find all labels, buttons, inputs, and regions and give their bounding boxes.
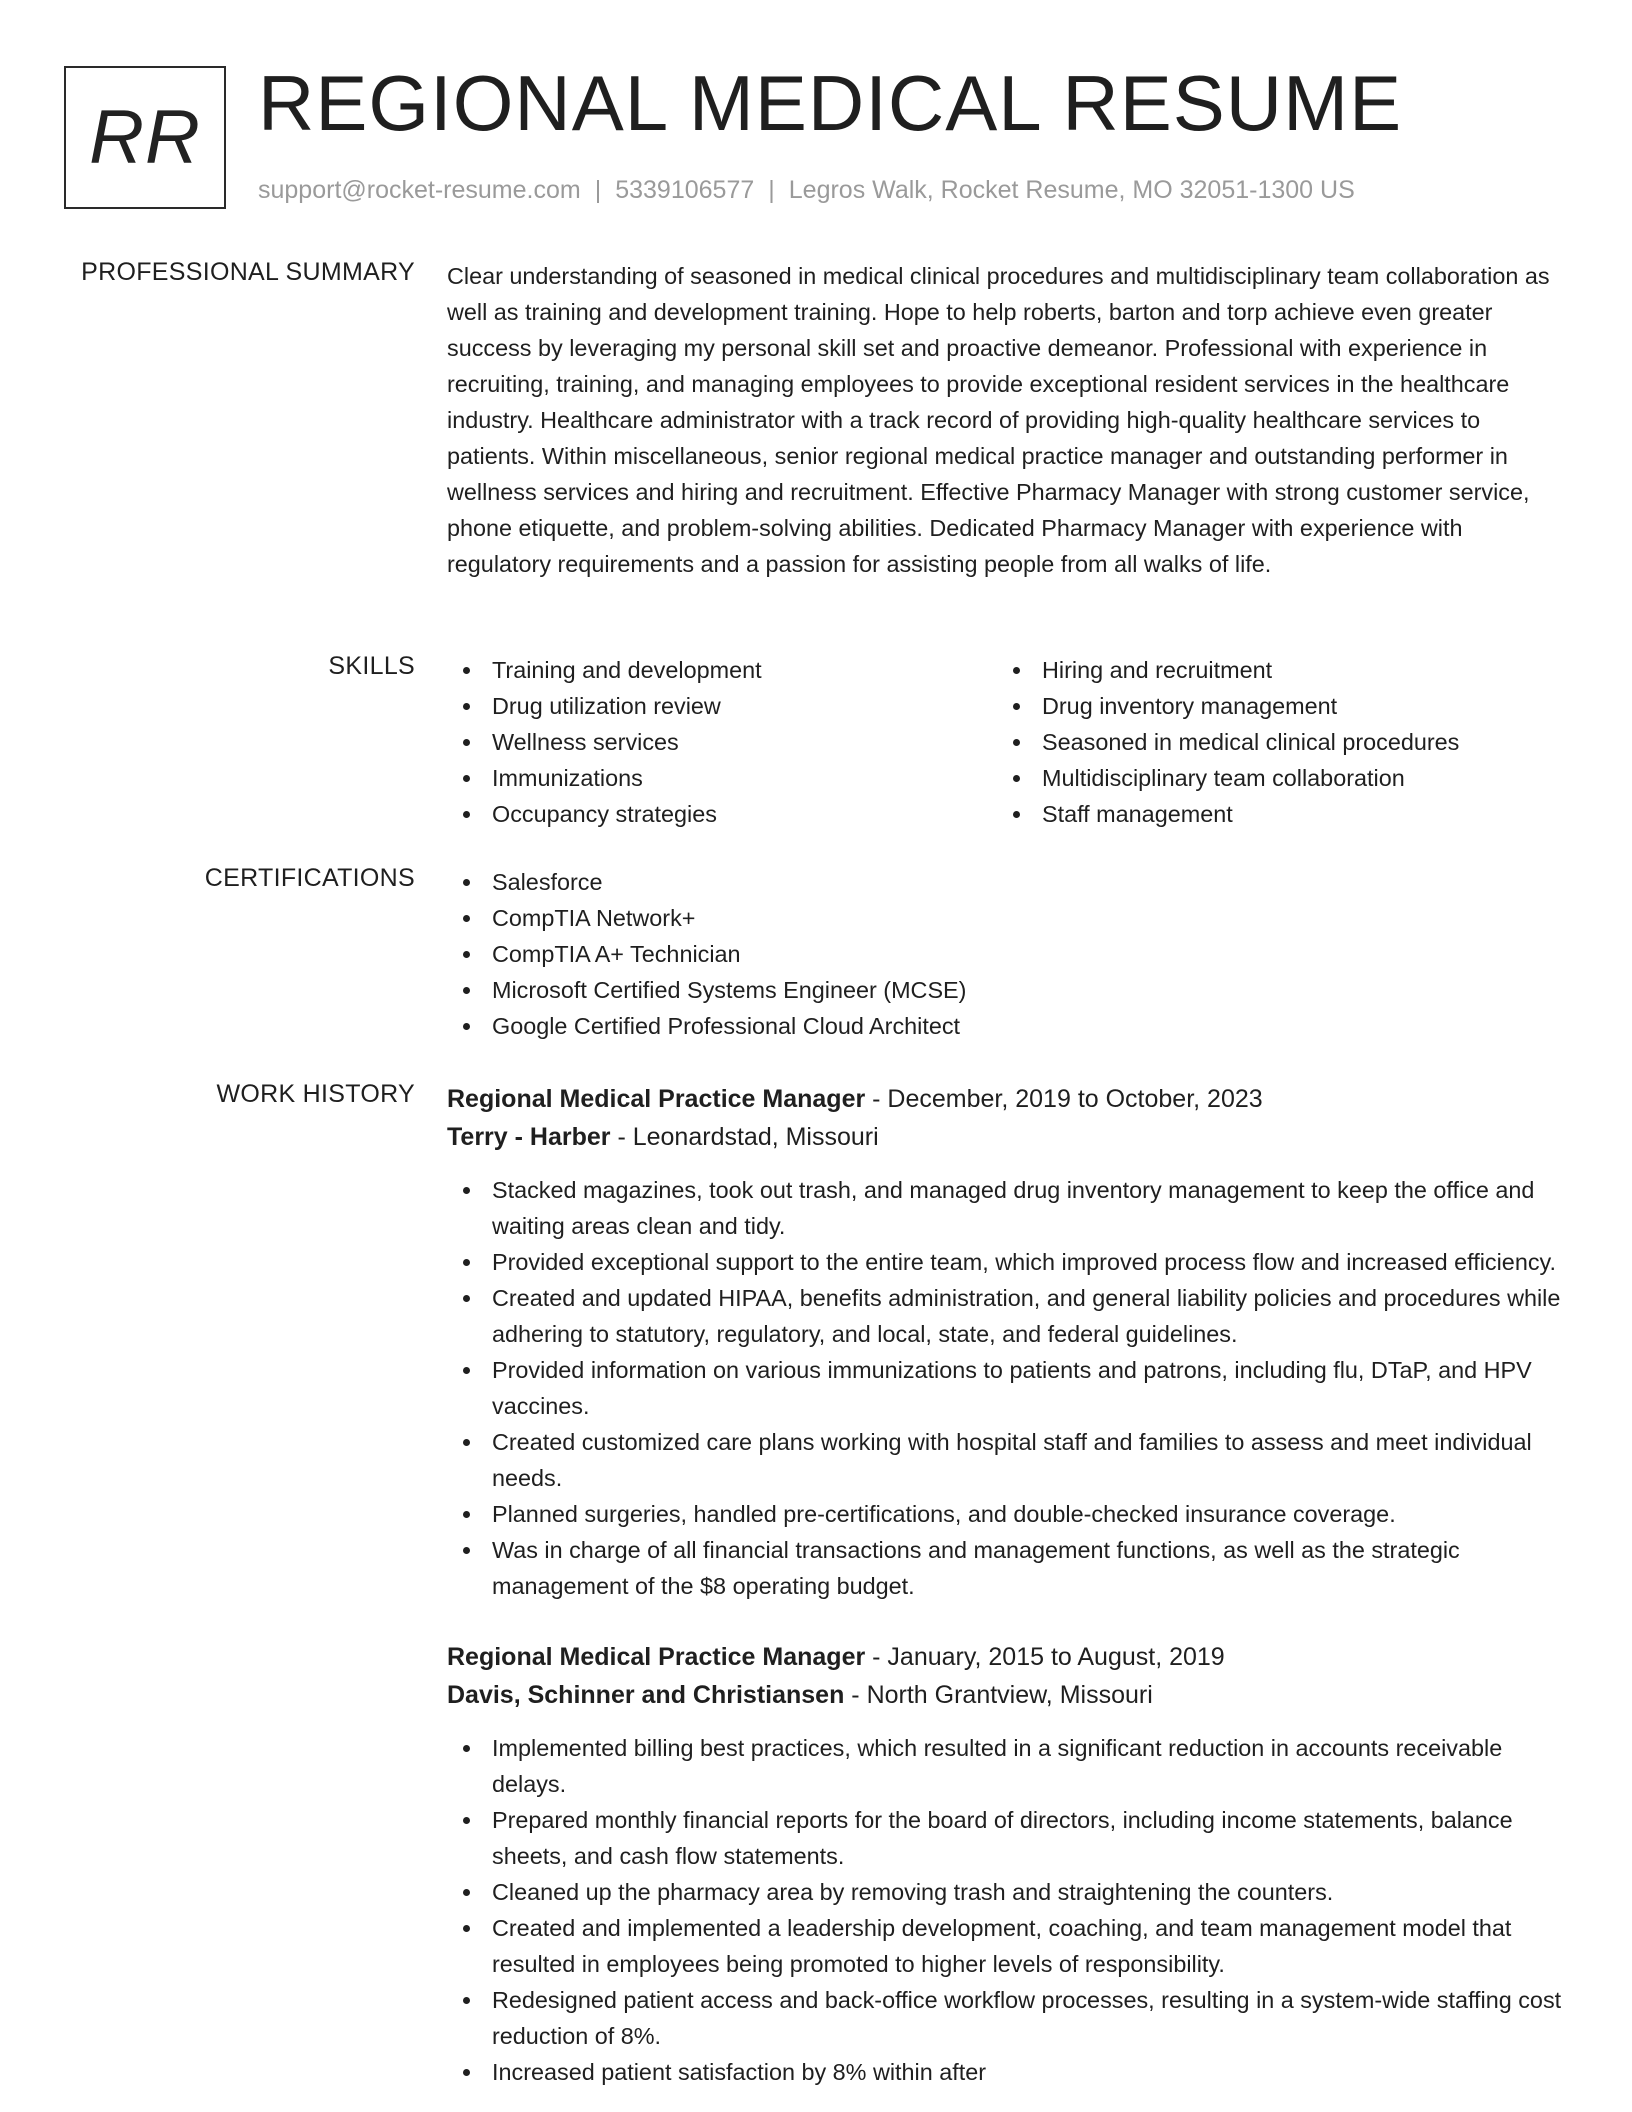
certification-item: Salesforce [447,864,1564,900]
job-bullet: Stacked magazines, took out trash, and managed drug inventory management to keep the office and waiting areas clean and tidy. [447,1172,1564,1244]
skill-item: Hiring and recruitment [997,652,1547,688]
monogram-logo [64,66,226,209]
skill-item: Training and development [447,652,997,688]
skills-columns [447,652,1564,832]
skill-item: Staff management [997,796,1547,832]
section-heading-skills: SKILLS [328,652,415,680]
dash: - [610,1123,633,1151]
contact-separator: | [768,176,775,204]
certification-item: Microsoft Certified Systems Engineer (MCSE) [447,972,1564,1008]
job-bullet-list [447,1172,1564,1604]
section-heading-work-history: WORK HISTORY [216,1080,415,1108]
job-title-line [447,1080,1564,1118]
job-bullet: Created and updated HIPAA, benefits administration, and general liability policies and procedures while adhering to statutory, regulatory, and local, state, and federal guidelines. [447,1280,1564,1352]
certification-item: CompTIA Network+ [447,900,1564,936]
job-company-line [447,1118,1564,1156]
monogram-initials: RR [89,95,201,180]
skill-item: Occupancy strategies [447,796,997,832]
skills-list-left [447,652,997,832]
job-bullet: Redesigned patient access and back-office workflow processes, resulting in a system-wide staffing cost reduction of 8%. [447,1982,1564,2054]
skill-item: Drug utilization review [447,688,997,724]
job-bullet: Cleaned up the pharmacy area by removing trash and straightening the counters. [447,1874,1564,1910]
job-bullet: Provided information on various immunizations to patients and patrons, including flu, DTaP, and HPV vaccines. [447,1352,1564,1424]
job-entry [447,1080,1564,1604]
skills-list-right [997,652,1547,832]
job-bullet: Prepared monthly financial reports for the board of directors, including income statements, balance sheets, and cash flow statements. [447,1802,1564,1874]
contact-phone: 5339106577 [615,176,755,204]
job-entry [447,1638,1564,2090]
job-location: Leonardstad, Missouri [632,1123,879,1151]
job-bullet: Was in charge of all financial transactions and management functions, as well as the strategic management of the $8 operating budget. [447,1532,1564,1604]
job-company: Terry - Harber [447,1123,611,1151]
job-bullet: Created and implemented a leadership development, coaching, and team management model that resulted in employees being promoted to higher levels of responsibility. [447,1910,1564,1982]
summary-text: Clear understanding of seasoned in medical clinical procedures and multidisciplinary team collaboration as well as training and development training. Hope to help roberts, barton and torp achieve even greater success by leveraging my personal skill set and proactive demeanor. Professional with experience in recruiting, training, and managing employees to provide exceptional resident services in the healthcare industry. Healthcare administrator with a track record of providing high-quality healthcare services to patients. Within miscellaneous, senior regional medical practice manager and outstanding performer in wellness services and hiring and recruitment. Effective Pharmacy Manager with strong customer service, phone etiquette, and problem-solving abilities. Dedicated Pharmacy Manager with experience with regulatory requirements and a passion for assisting people from all walks of life. [447,263,1550,577]
certifications-body [447,864,1564,1044]
skill-item: Drug inventory management [997,688,1547,724]
section-heading-summary: PROFESSIONAL SUMMARY [81,258,415,286]
job-bullet: Increased patient satisfaction by 8% within after [447,2054,1564,2090]
job-dates: December, 2019 to October, 2023 [887,1085,1263,1113]
contact-line [258,176,1355,205]
skill-item: Wellness services [447,724,997,760]
contact-email: support@rocket-resume.com [258,176,581,204]
job-bullet: Implemented billing best practices, which resulted in a significant reduction in accounts receivable delays. [447,1730,1564,1802]
job-title: Regional Medical Practice Manager [447,1643,866,1671]
work-history-body [447,1080,1564,2112]
contact-separator: | [594,176,602,204]
job-bullet: Provided exceptional support to the entire team, which improved process flow and increased efficiency. [447,1244,1564,1280]
dash: - [865,1643,888,1671]
job-bullet: Created customized care plans working with hospital staff and families to assess and meet individual needs. [447,1424,1564,1496]
certifications-list [447,864,1564,1044]
job-bullet-list [447,1730,1564,2090]
dash: - [865,1085,888,1113]
skill-item: Seasoned in medical clinical procedures [997,724,1547,760]
resume-title: REGIONAL MEDICAL RESUME [258,59,1403,147]
job-title: Regional Medical Practice Manager [447,1085,866,1113]
certification-item: CompTIA A+ Technician [447,936,1564,972]
job-company: Davis, Schinner and Christiansen [447,1681,845,1709]
skill-item: Multidisciplinary team collaboration [997,760,1547,796]
dash: - [844,1681,867,1709]
job-title-line [447,1638,1564,1676]
job-location: North Grantview, Missouri [866,1681,1153,1709]
contact-address: Legros Walk, Rocket Resume, MO 32051-1300 US [788,176,1355,204]
section-heading-certifications: CERTIFICATIONS [204,864,415,892]
skill-item: Immunizations [447,760,997,796]
job-dates: January, 2015 to August, 2019 [887,1643,1225,1671]
certification-item: Google Certified Professional Cloud Architect [447,1008,1564,1044]
job-company-line [447,1676,1564,1714]
job-bullet: Planned surgeries, handled pre-certifications, and double-checked insurance coverage. [447,1496,1564,1532]
